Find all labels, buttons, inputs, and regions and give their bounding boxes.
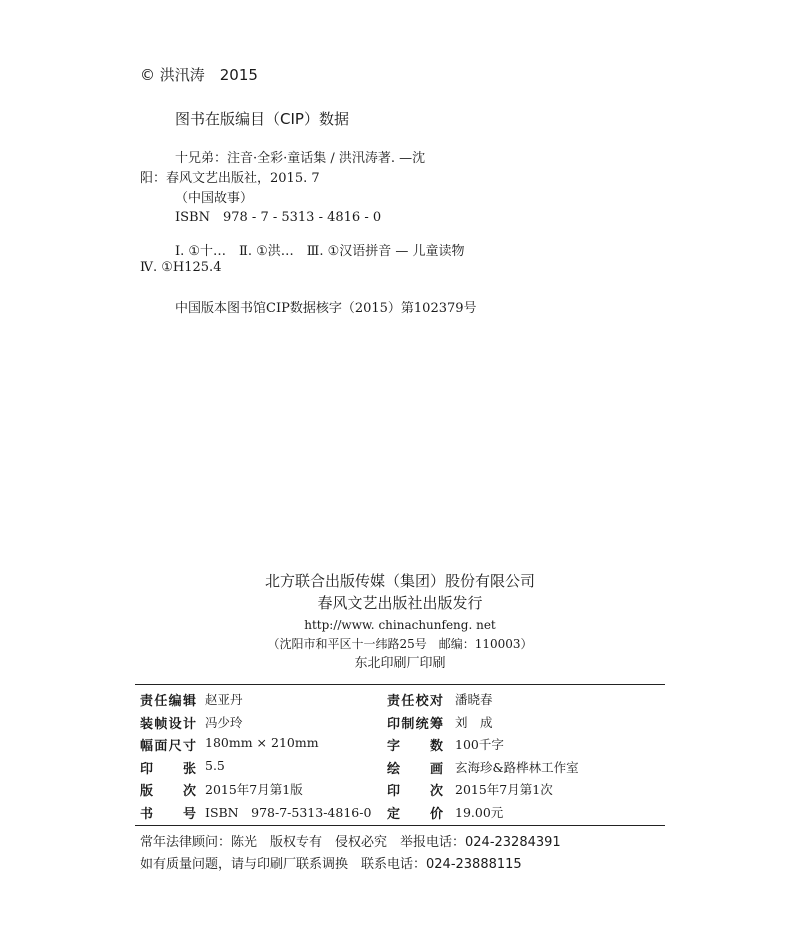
cip-line: 中国版本图书馆CIP数据核字（2015）第102379号 — [175, 301, 477, 316]
cip-line: ISBN 978 - 7 - 5313 - 4816 - 0 — [175, 210, 382, 225]
info-label: 责任校对 — [387, 694, 443, 709]
info-label: 书号 — [140, 806, 196, 822]
cip-line: Ⅰ. ①十… Ⅱ. ①洪… Ⅲ. ①汉语拼音 — 儿童读物 — [175, 244, 465, 259]
info-value: 赵亚丹 — [205, 692, 243, 707]
info-label: 印张 — [140, 761, 196, 777]
info-label: 字数 — [387, 739, 443, 754]
legal-line: 如有质量问题，请与印刷厂联系调换 联系电话：024-23888115 — [140, 857, 522, 872]
cip-title: 图书在版编目（CIP）数据 — [175, 110, 349, 128]
info-label: 责任编辑 — [140, 694, 196, 709]
info-label: 印次 — [387, 784, 443, 799]
cip-line: （中国故事） — [175, 191, 254, 206]
info-value: 19.00元 — [455, 804, 504, 820]
publisher-website: http://www. chinachunfeng. net — [304, 618, 496, 632]
info-label: 幅面尺寸 — [140, 739, 196, 754]
info-label: 版次 — [140, 784, 196, 799]
table-row — [140, 687, 660, 710]
info-label: 绘画 — [387, 761, 443, 777]
info-label: 装帧设计 — [140, 716, 196, 732]
table-row — [140, 710, 660, 733]
publication-block — [200, 570, 600, 675]
cip-line: Ⅳ. ①H125.4 — [140, 260, 222, 275]
printer-name: 东北印刷厂印刷 — [354, 656, 446, 671]
book-info-table — [140, 687, 660, 822]
info-value: 刘 成 — [455, 714, 493, 730]
cip-line: 阳：春风文艺出版社，2015. 7 — [140, 171, 320, 186]
info-value: ISBN 978-7-5313-4816-0 — [205, 804, 372, 820]
info-value: 2015年7月第1版 — [205, 782, 303, 797]
table-row — [140, 755, 660, 778]
info-value: 冯少玲 — [205, 714, 243, 730]
copyright-notice: © 洪汛涛 2015 — [140, 66, 258, 84]
info-value: 潘晓春 — [455, 692, 493, 707]
table-top-rule — [135, 684, 665, 685]
cip-line: 十兄弟：注音·全彩·童话集 / 洪汛涛著. —沈 — [175, 151, 426, 166]
info-label: 印制统筹 — [387, 716, 443, 732]
table-row — [140, 800, 660, 823]
info-value: 100千字 — [455, 737, 504, 752]
table-bottom-rule — [135, 825, 665, 826]
info-value: 2015年7月第1次 — [455, 782, 553, 797]
info-value: 5.5 — [205, 757, 225, 773]
info-value: 玄海珍&路桦林工作室 — [455, 759, 579, 775]
legal-line: 常年法律顾问：陈光 版权专有 侵权必究 举报电话：024-23284391 — [140, 835, 561, 850]
publisher-address: （沈阳市和平区十一纬路25号 邮编：110003） — [267, 637, 533, 651]
publisher-name: 北方联合出版传媒（集团）股份有限公司 — [264, 572, 535, 590]
info-value: 180mm × 210mm — [205, 735, 319, 750]
info-label: 定价 — [387, 806, 443, 822]
distributor-name: 春风文艺出版社出版发行 — [317, 594, 483, 612]
table-row — [140, 777, 660, 800]
table-row — [140, 732, 660, 755]
